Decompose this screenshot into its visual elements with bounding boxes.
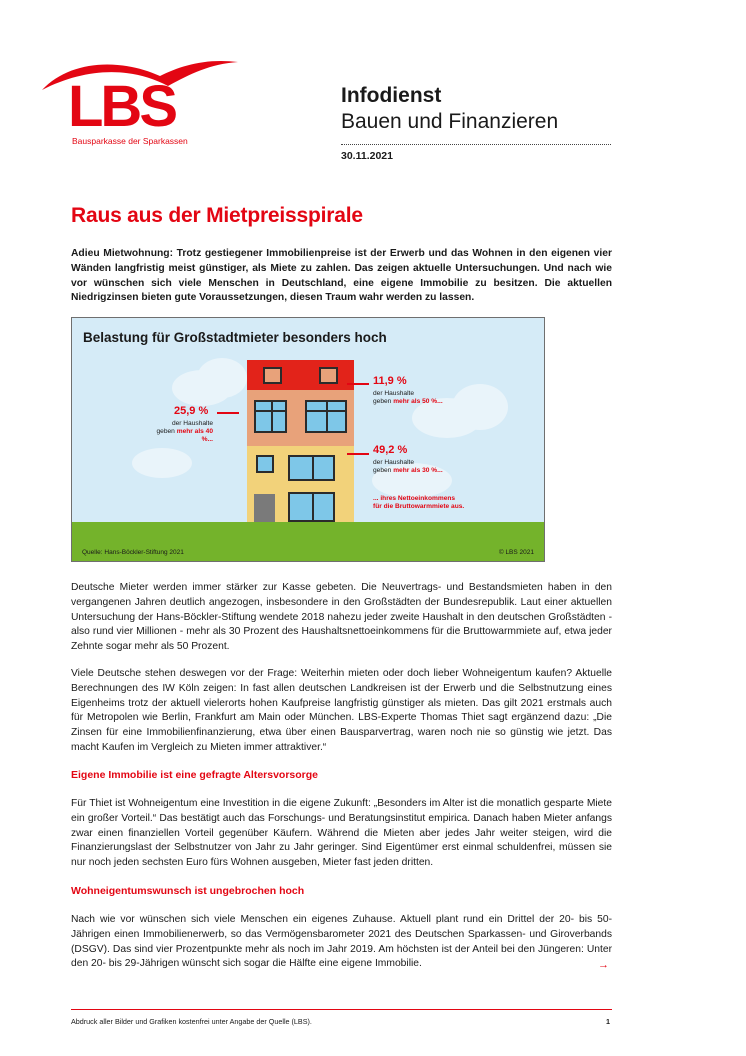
page-number: 1 (606, 1017, 610, 1026)
paragraph-1: Deutsche Mieter werden immer stärker zur Kasse gebeten. Die Neuvertrags- und Bestandsmieten haben in den vergangenen Jahren deutlich angezogen, insbesondere in den Großstädten der Bundesrepublik. Laut einer aktuellen Untersuchung der Hans-Böckler-Stiftung wendete 2018 nahezu jeder zweite Haushalt in den deutschen Großstädten - also rund vier Millionen - mehr als 30 Prozent des Haushaltsnettoeinkommens für die Bruttowarmmiete auf, etwa jeder Zehnte sogar mehr als 50 Prozent. (71, 582, 612, 653)
window-icon (288, 455, 335, 481)
continue-arrow-icon: → (598, 959, 609, 971)
stat-50-percent: 11,9 % (373, 375, 407, 387)
paragraph-3: Für Thiet ist Wohneigentum eine Investition in die eigene Zukunft: „Besonders im Alter ist die monatlich gesparte Miete ein großer Vorteil.“ Das bestätigt auch das Forschungs- und Beratungsinstitut empirica. Danach haben Mieter anfangs zwar einen finanziellen Vorteil gegenüber Käufern. Während die Mieten aber jedes Jahr weiter steigen, wird die Finanzierungslast der Selbstnutzer von Jahr zu Jahr geringer. Sind Eigentümer erst einmal schuldenfrei, müssen sie nur noch jeden sechsten Euro fürs Wohnen ausgeben, Mieter fast jeden dritten. (71, 798, 612, 869)
footer-divider (71, 1009, 612, 1010)
house-upper-floor (247, 390, 354, 446)
stat-40-tick (217, 412, 239, 414)
paragraph-4: Nach wie vor wünschen sich viele Menschen ein eigenes Zuhause. Aktuell plant rund ein Drittel der 20- bis 50-Jährigen einen Immobilienerwerb, so das Vermögensbarometer 2021 des Deutschen Sparkassen- und Giroverbands (DSGV). Das sind vier Prozentpunkte mehr als noch im Jahr 2019. Am höchsten ist der Anteil bei den Jüngeren: Unter den 20- bis 29-Jährigen wünscht sich sogar die Hälfte eine eigene Immobilie. (71, 914, 612, 970)
stat-30-label: der Haushalte geben mehr als 30 %... (373, 459, 443, 474)
article-headline: Raus aus der Mietpreisspirale (71, 204, 363, 227)
header-title: Infodienst (341, 84, 442, 107)
header-date: 30.11.2021 (341, 150, 393, 162)
stat-40-label: der Haushalte geben mehr als 40 %... (156, 420, 213, 443)
stat-50-label: der Haushalte geben mehr als 50 %... (373, 390, 443, 405)
stat-30-percent: 49,2 % (373, 444, 408, 456)
infographic-title: Belastung für Großstadtmieter besonders hoch (83, 330, 387, 345)
door-icon (254, 494, 275, 522)
stat-50-tick (347, 383, 369, 385)
infographic-copyright: © LBS 2021 (498, 549, 534, 556)
stat-40-percent: 25,9 % (174, 405, 209, 417)
roof-window-icon (263, 367, 282, 384)
paragraph-2: Viele Deutsche stehen deswegen vor der Frage: Weiterhin mieten oder doch lieber Wohneigentum kaufen? Aktuelle Berechnungen des IW Köln zeigen: In fast allen deutschen Landkreisen ist der Erwerb und die Selbstnutzung eines Eigenheims trotz der aktuell vielerorts hohen Kaufpreise langfristig günstiger als mieten. Das gilt 2021 erstmals auch für Metropolen wie Berlin, Frankfurt am Main oder München. LBS-Experte Thomas Thiet sagt ergänzend dazu: „Die Zinsen für eine Immobilienfinanzierung, etwa über einen Bausparvertrag, waren noch nie so günstig wie jetzt. Das macht Kaufen im Vergleich zu Mieten immer attraktiver.“ (71, 668, 612, 753)
house-ground-floor (247, 446, 354, 522)
subheading-altersvorsorge: Eigene Immobilie ist eine gefragte Altersvorsorge (71, 769, 319, 781)
header-subtitle: Bauen und Finanzieren (341, 110, 559, 133)
logo-subline: Bausparkasse der Sparkassen (72, 136, 188, 146)
small-window-icon (256, 455, 274, 473)
lbs-logo (40, 52, 240, 152)
infographic-source: Quelle: Hans-Böckler-Stiftung 2021 (82, 549, 184, 556)
house-roof-floor (247, 360, 354, 390)
cloud-icon (197, 358, 247, 398)
subheading-wohneigentumswunsch: Wohneigentumswunsch ist ungebrochen hoch (71, 885, 305, 897)
footer-note: Abdruck aller Bilder und Grafiken kostenfrei unter Angabe der Quelle (LBS). (71, 1017, 312, 1026)
window-icon (305, 400, 347, 433)
window-icon (254, 400, 287, 433)
article-lead: Adieu Mietwohnung: Trotz gestiegener Immobilienpreise ist der Erwerb und das Wohnen in den eigenen vier Wänden langfristig meist günstiger, als Miete zu zahlen. Das zeigen aktuelle Untersuchungen. Und nach wie vor wünschen sich viele Menschen in Deutschland, eine eigene Immobilie zu besitzen. Die aktuellen Niedrigzinsen bieten gute Voraussetzungen, diesen Traum wahr werden zu lassen. (71, 248, 612, 304)
infographic (71, 317, 545, 562)
infographic-note: ... ihres Nettoeinkommens für die Bruttowarmmiete aus. (373, 495, 465, 510)
cloud-icon (132, 448, 192, 478)
logo-wordmark: LBS (68, 74, 175, 139)
header-divider (341, 144, 611, 145)
roof-window-icon (319, 367, 338, 384)
cloud-icon (452, 384, 508, 430)
stat-30-tick (347, 453, 369, 455)
window-icon (288, 492, 335, 522)
